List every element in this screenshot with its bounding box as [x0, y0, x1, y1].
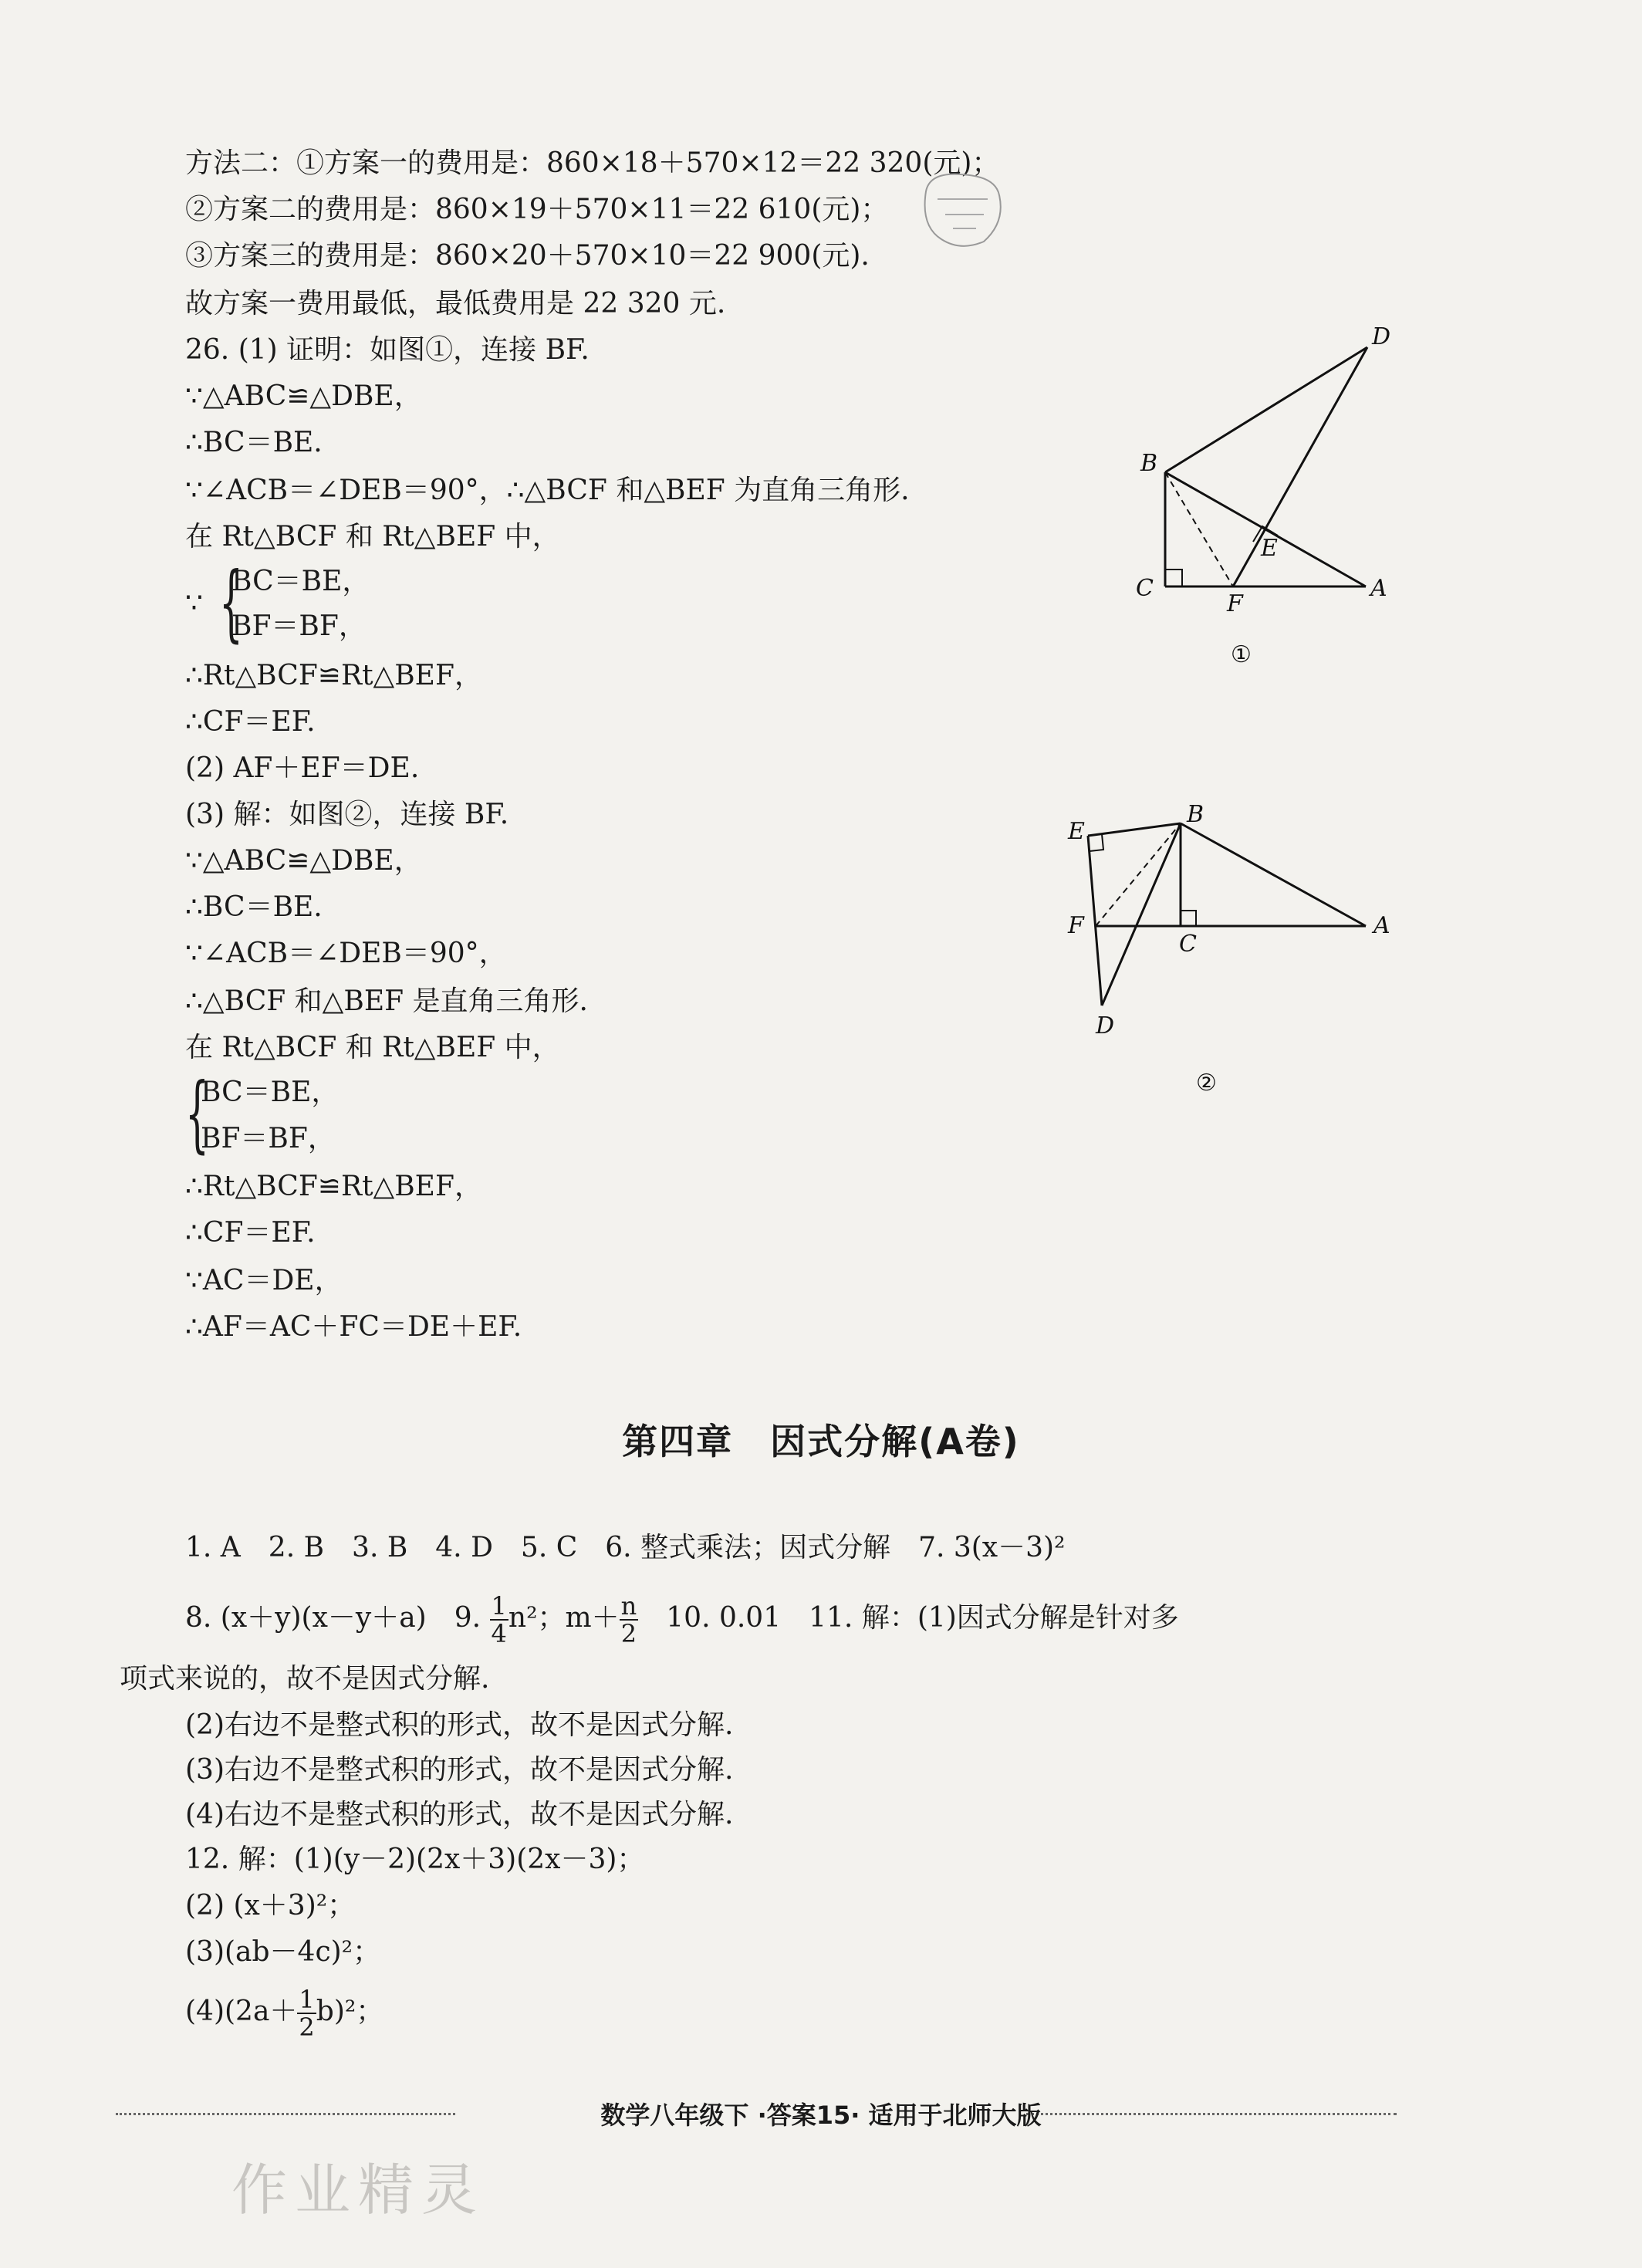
answer-line: (3)右边不是整式积的形式，故不是因式分解.: [185, 1754, 734, 1786]
solution-line: ∵∠ACB＝∠DEB＝90°，: [185, 938, 507, 969]
solution-line: ∴AF＝AC＋FC＝DE＋EF.: [185, 1311, 522, 1343]
solution-line: 在 Rt△BCF 和 Rt△BEF 中，: [185, 521, 560, 553]
answer-text: 10. 0.01 11. 解：(1)因式分解是针对多: [638, 1602, 1179, 1634]
answer-text: 8. (x＋y)(x－y＋a) 9.: [185, 1602, 481, 1634]
brace-row: BF＝BF，: [201, 1123, 336, 1154]
solution-line: 方法二：①方案一的费用是：860×18＋570×12＝22 320(元)；: [185, 147, 1000, 179]
solution-line: ∴Rt△BCF≌Rt△BEF，: [185, 1171, 482, 1202]
solution-line: ∵∠ACB＝∠DEB＝90°，∴△BCF 和△BEF 为直角三角形.: [185, 475, 910, 506]
point-label: E: [1068, 818, 1085, 845]
left-brace: {: [219, 555, 243, 651]
answer-line-fraction: [185, 1986, 383, 2040]
solution-line: ∵△ABC≌△DBE，: [185, 380, 422, 412]
point-label: B: [1140, 450, 1158, 477]
answer-line-fractions: [185, 1593, 1179, 1647]
point-label: D: [1096, 1012, 1115, 1039]
answer-text: (4)(2a＋: [185, 1996, 298, 2027]
figure-label: ②: [1196, 1070, 1217, 1097]
solution-line: ∴Rt△BCF≌Rt△BEF，: [185, 660, 482, 691]
point-label: A: [1370, 575, 1387, 602]
stamp-icon: [914, 168, 1011, 253]
solution-line: ②方案二的费用是：860×19＋570×11＝22 610(元)；: [185, 194, 889, 225]
point-label: B: [1187, 801, 1204, 828]
figure-2: [1057, 799, 1412, 1100]
fraction-denominator: 4: [491, 1619, 507, 1648]
point-label: F: [1227, 590, 1243, 617]
answer-line: 12. 解：(1)(y－2)(2x＋3)(2x－3)；: [185, 1844, 645, 1875]
point-label: F: [1068, 912, 1084, 939]
fraction-denominator: 2: [299, 2013, 315, 2042]
fraction-numerator: 1: [491, 1591, 507, 1621]
solution-line: ③方案三的费用是：860×20＋570×10＝22 900(元).: [185, 240, 870, 272]
fraction-denominator: 2: [620, 1619, 637, 1648]
solution-line: ∵AC＝DE，: [185, 1265, 343, 1296]
fraction: [297, 1986, 316, 2040]
solution-line: 26. (1) 证明：如图①，连接 BF.: [185, 334, 590, 366]
solution-line: (3) 解：如图②，连接 BF.: [185, 799, 509, 830]
fraction-numerator: n: [620, 1591, 637, 1621]
point-label: C: [1136, 575, 1154, 602]
answer-line: 1. A 2. B 3. B 4. D 5. C 6. 整式乘法；因式分解 7. 3(x－3)²: [185, 1532, 1066, 1563]
answer-line: 项式来说的，故不是因式分解.: [120, 1663, 490, 1695]
solution-line: 故方案一费用最低，最低费用是 22 320 元.: [185, 288, 726, 319]
answer-line: (4)右边不是整式积的形式，故不是因式分解.: [185, 1799, 734, 1830]
point-label: D: [1372, 324, 1391, 350]
page-footer: 数学八年级下 ·答案15· 适用于北师大版: [600, 2101, 1042, 2130]
left-brace: {: [185, 1066, 209, 1162]
brace-row: BF＝BF，: [231, 610, 367, 642]
solution-line: ∴CF＝EF.: [185, 1217, 316, 1249]
answer-text: n²；m＋: [508, 1602, 620, 1634]
solution-line: (2) AF＋EF＝DE.: [185, 752, 420, 784]
fraction: [620, 1593, 639, 1647]
answer-line: (3)(ab－4c)²；: [185, 1936, 381, 1968]
point-label: E: [1261, 535, 1278, 562]
solution-line: ∵△ABC≌△DBE，: [185, 845, 422, 877]
solution-line: ∴CF＝EF.: [185, 706, 316, 738]
solution-line: 在 Rt△BCF 和 Rt△BEF 中，: [185, 1032, 560, 1063]
watermark-logo: 作业精灵: [231, 2158, 485, 2222]
point-label: C: [1179, 931, 1197, 958]
solution-line: ∴BC＝BE.: [185, 427, 323, 458]
solution-line: ∴△BCF 和△BEF 是直角三角形.: [185, 985, 588, 1017]
fraction: [490, 1593, 508, 1647]
answer-line: (2)右边不是整式积的形式，故不是因式分解.: [185, 1709, 734, 1741]
brace-row: BC＝BE，: [201, 1077, 340, 1108]
because-symbol: ∵: [185, 587, 203, 619]
fraction-numerator: 1: [299, 1985, 315, 2014]
chapter-heading: 第四章 因式分解(A卷): [622, 1421, 1020, 1462]
point-label: A: [1373, 912, 1390, 939]
answer-line: (2) (x＋3)²；: [185, 1890, 356, 1922]
figure-label: ①: [1231, 641, 1252, 668]
figure-1: [1119, 324, 1412, 687]
solution-line: ∴BC＝BE.: [185, 891, 323, 923]
answer-text: b)²；: [316, 1996, 384, 2027]
brace-row: BC＝BE，: [231, 566, 370, 597]
